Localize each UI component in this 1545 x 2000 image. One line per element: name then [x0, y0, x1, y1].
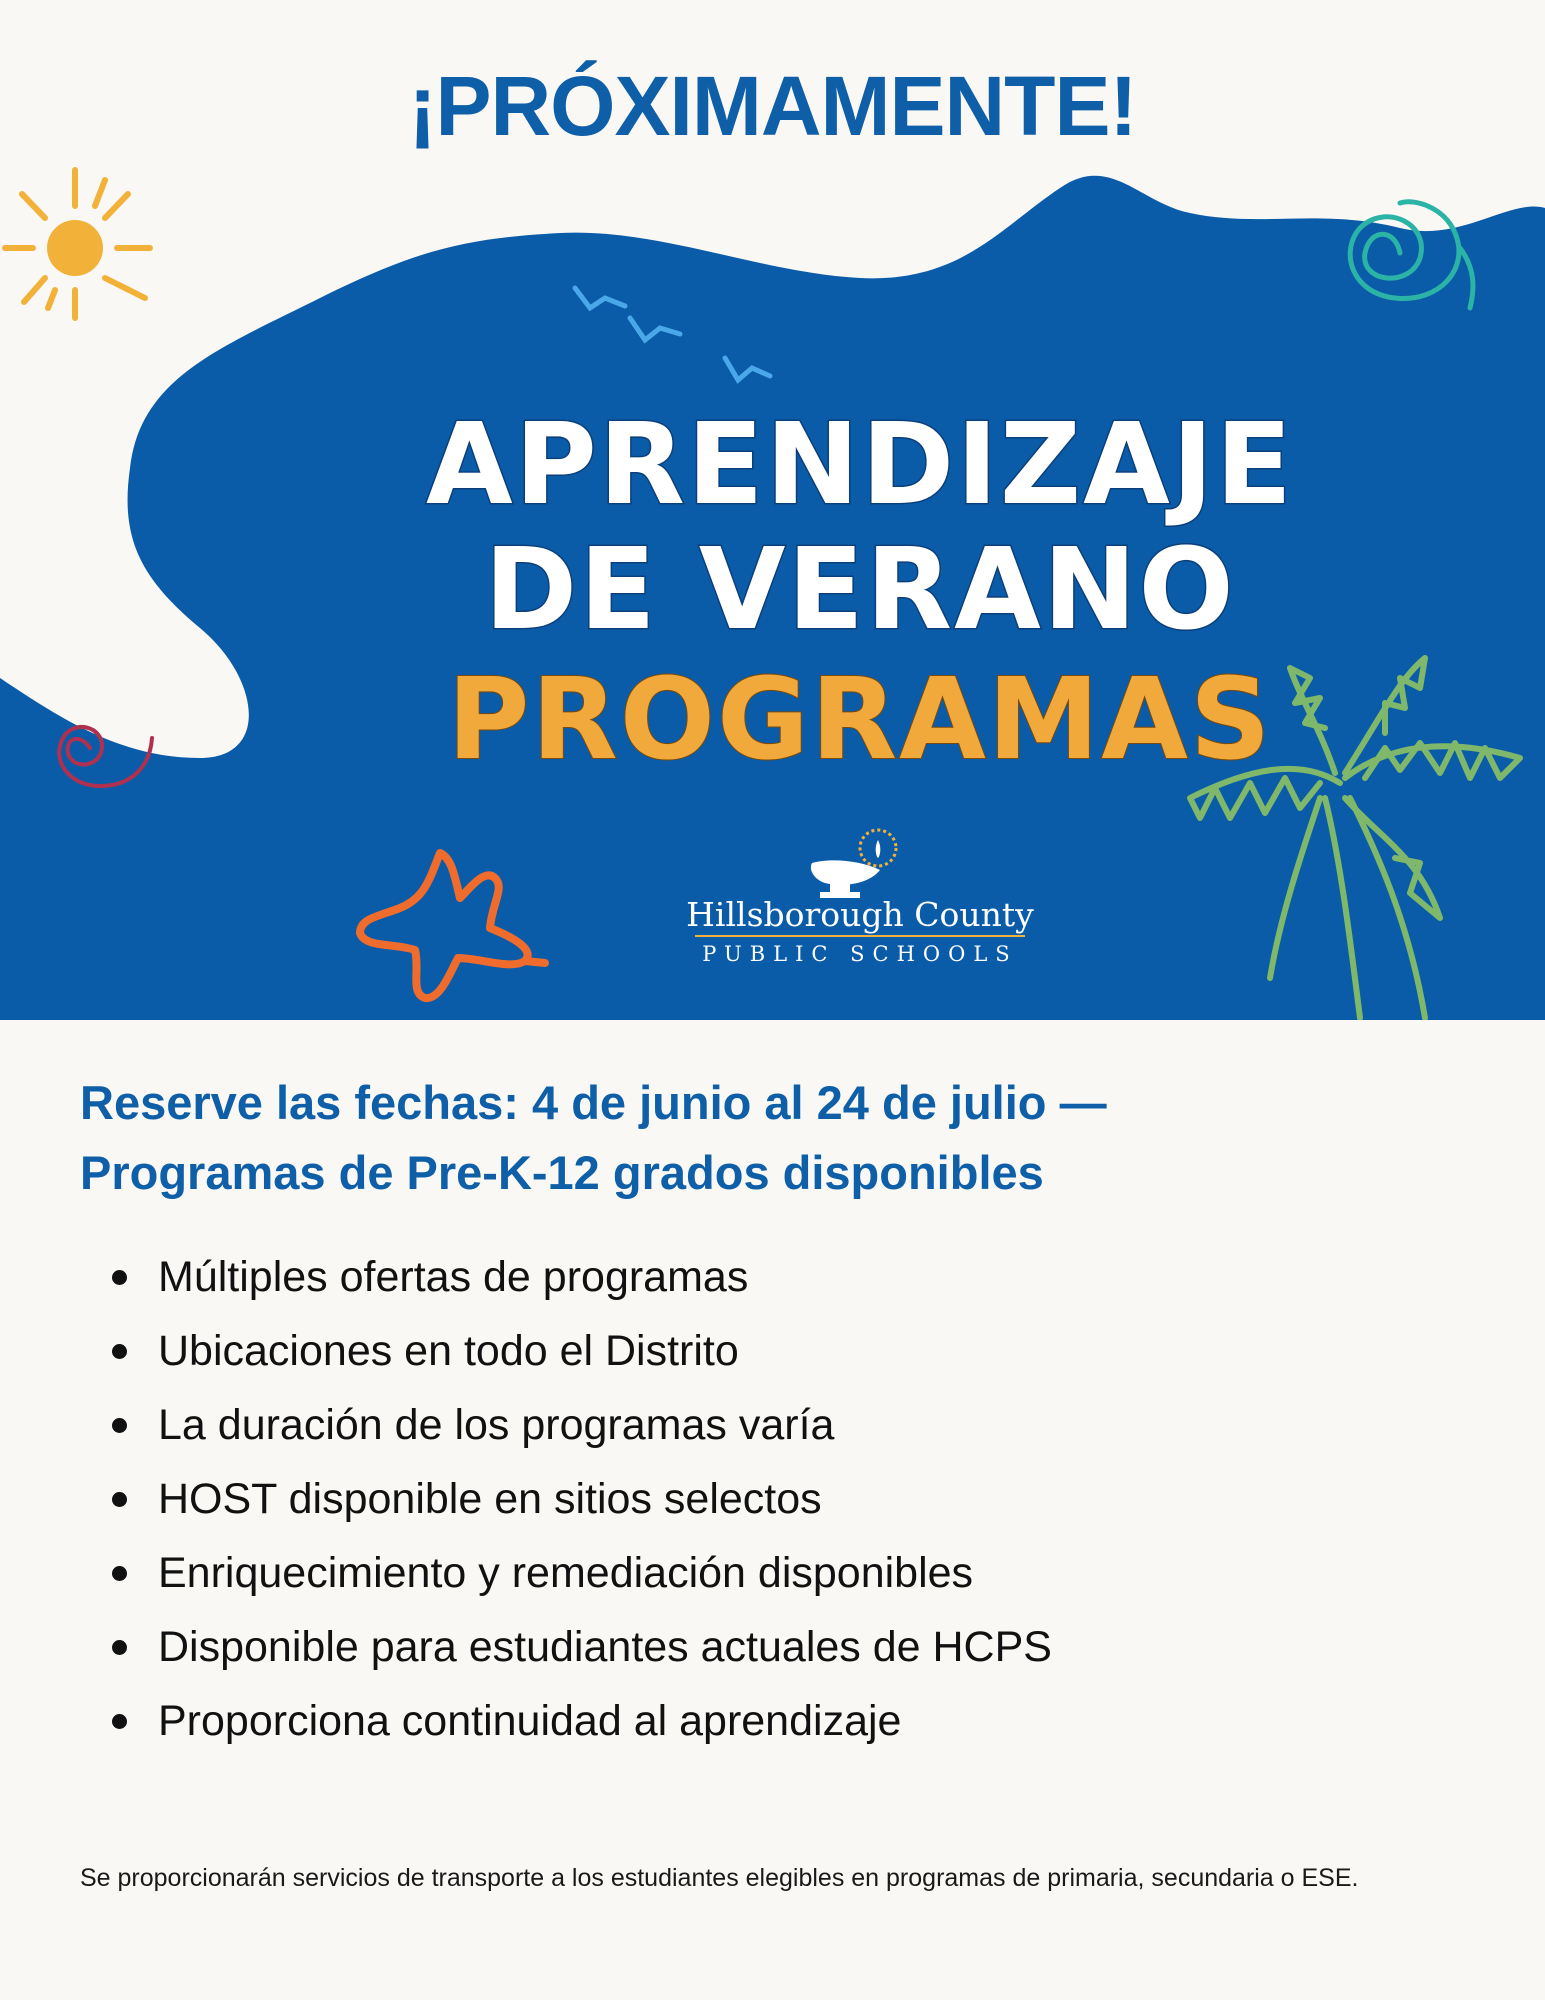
bullet-icon: [112, 1492, 127, 1507]
list-item: [110, 1388, 1460, 1462]
title-line-2: DE VERANO: [484, 525, 1236, 655]
list-item: [110, 1462, 1460, 1536]
bullet-icon: [112, 1640, 127, 1655]
banner-graphic: [0, 158, 1545, 1020]
subtitle-line-2: Programas de Pre-K-12 grados disponibles: [80, 1146, 1044, 1199]
list-item-text: Disponible para estudiantes actuales de HCPS: [158, 1623, 1052, 1671]
sun-icon: [5, 170, 150, 318]
bullet-icon: [112, 1344, 127, 1359]
bullet-icon: [112, 1714, 127, 1729]
summer-learning-banner: [0, 158, 1545, 1020]
coming-soon-heading: ¡PRÓXIMAMENTE!: [408, 59, 1137, 153]
bullet-icon: [112, 1566, 127, 1581]
list-item-text: Proporciona continuidad al aprendizaje: [158, 1697, 902, 1745]
transport-footnote: Se proporcionarán servicios de transporte a los estudiantes elegibles en programas de primaria, secundaria o ESE.: [80, 1864, 1359, 1892]
bullet-icon: [112, 1418, 127, 1433]
title-line-1: APRENDIZAJE: [426, 400, 1294, 530]
subtitle-line-1: Reserve las fechas: 4 de junio al 24 de julio —: [80, 1076, 1107, 1129]
list-item-text: La duración de los programas varía: [158, 1401, 835, 1449]
title-line-3: PROGRAMAS: [447, 655, 1273, 785]
list-item-text: HOST disponible en sitios selectos: [158, 1475, 822, 1523]
logo-name: Hillsborough County: [686, 895, 1034, 934]
list-item: [110, 1684, 1460, 1758]
list-item: [110, 1314, 1460, 1388]
list-item: [110, 1536, 1460, 1610]
list-item-text: Enriquecimiento y remediación disponibles: [158, 1549, 974, 1597]
list-item: [110, 1610, 1460, 1684]
list-item-text: Múltiples ofertas de programas: [158, 1253, 749, 1301]
dates-subtitle: [80, 1068, 1480, 1208]
logo-subtitle: PUBLIC SCHOOLS: [702, 942, 1018, 966]
list-item: [110, 1240, 1460, 1314]
bullet-icon: [112, 1270, 127, 1285]
features-list: [110, 1240, 1460, 1758]
list-item-text: Ubicaciones en todo el Distrito: [158, 1327, 739, 1375]
